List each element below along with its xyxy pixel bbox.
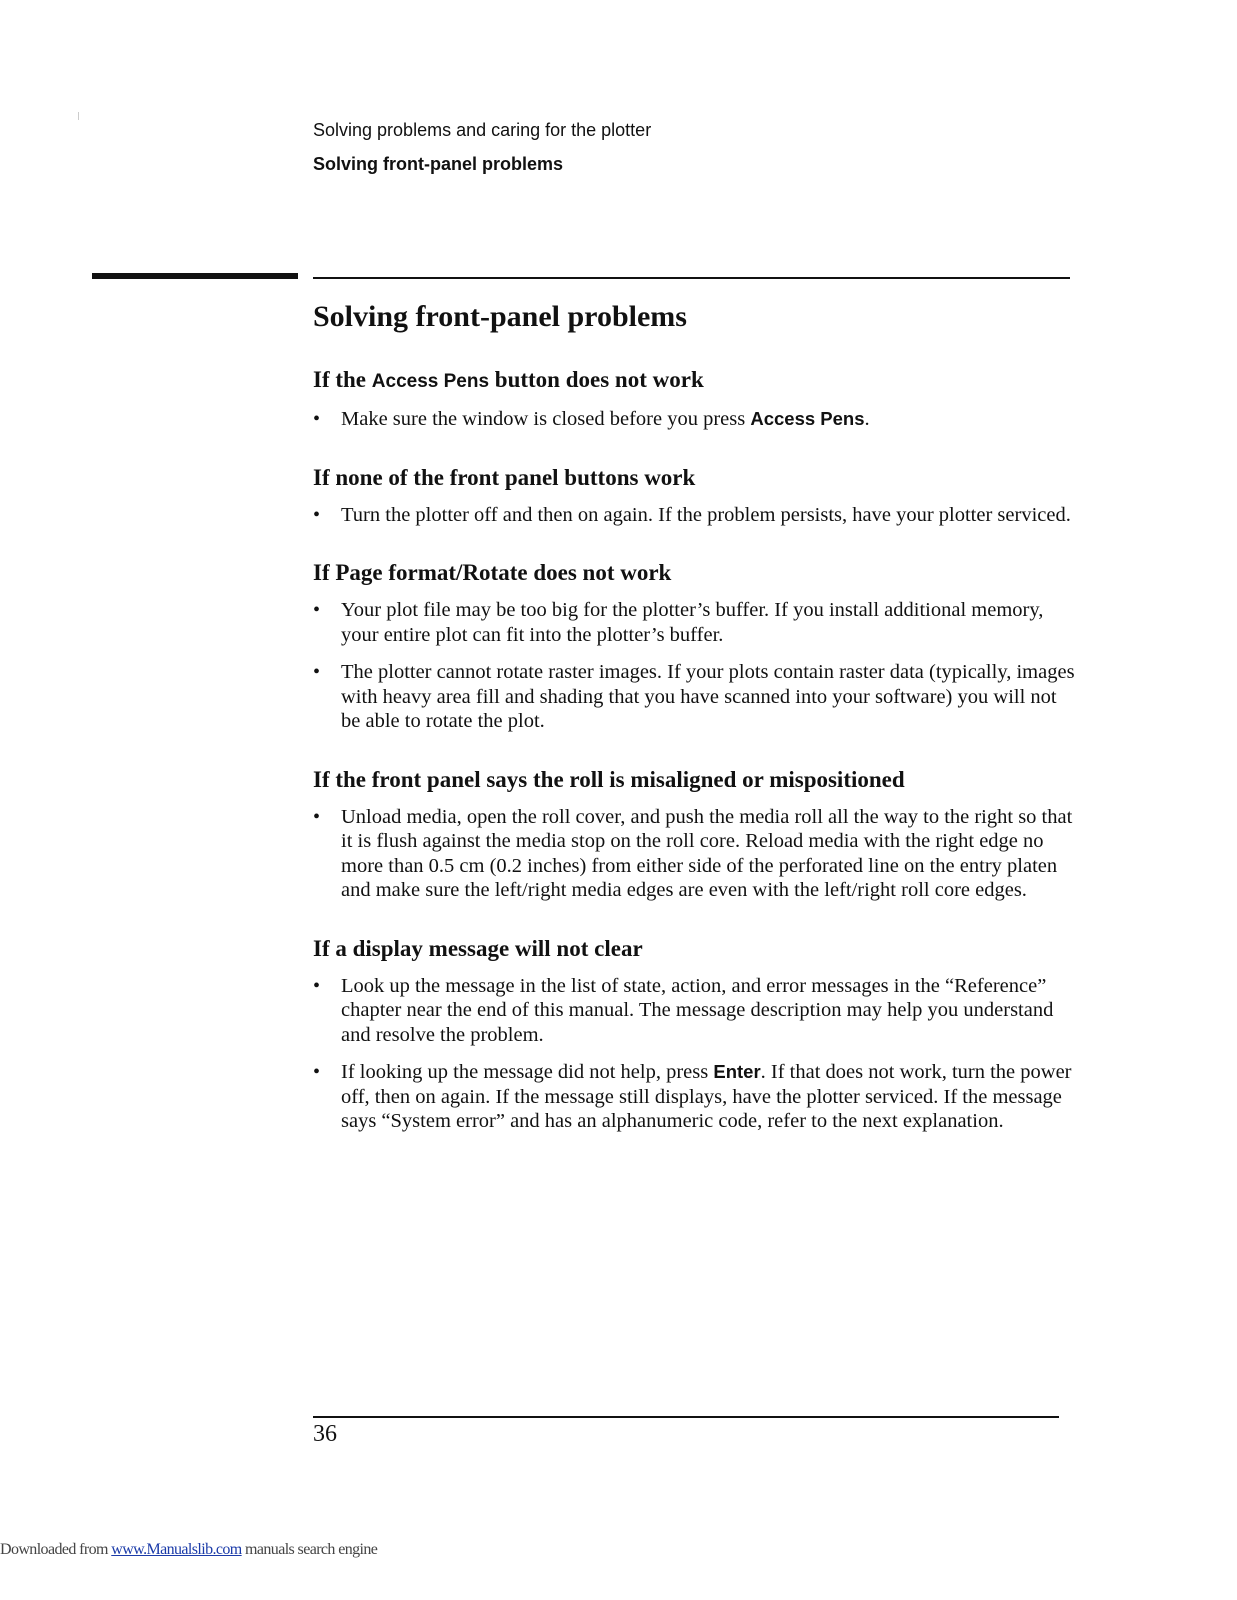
bullet-item: • Unload media, open the roll cover, and push the media roll all the way to the right so that it is flush against the media stop on the roll core. Reload media with the right edge no more than 0.5 cm (0.2 inches) from either side of the perforated line on the entry platen and make sure the left/right media edges are even with the left/right roll core edges. — [313, 805, 1078, 903]
bullet-list — [313, 503, 1078, 528]
footer-prefix: Downloaded from — [0, 1541, 112, 1558]
ui-term: Access Pens — [750, 408, 865, 429]
bullet-list — [313, 974, 1078, 1134]
download-footer — [0, 1540, 377, 1560]
heading-text: If the — [313, 367, 372, 392]
bullet-text: Make sure the window is closed before you press — [341, 408, 751, 430]
bullet-item: • Look up the message in the list of state, action, and error messages in the “Reference” chapter near the end of this manual. The message description may help you understand and resolve the problem. — [313, 974, 1078, 1048]
bullet-text: . — [864, 408, 870, 430]
bullet-item — [313, 407, 1078, 432]
running-head-section: Solving front-panel problems — [313, 154, 564, 174]
section-display-message — [313, 934, 1078, 1134]
section-rule-thick — [92, 273, 298, 279]
footer-suffix: manuals search engine — [241, 1541, 378, 1558]
bullet-list — [313, 407, 1078, 432]
section-heading — [313, 365, 1078, 397]
section-heading: If the front panel says the roll is misaligned or mispositioned — [313, 766, 905, 792]
bullet-list — [313, 805, 1078, 903]
heading-ui-term: Access Pens — [371, 371, 490, 392]
ui-term: Enter — [713, 1061, 761, 1082]
section-page-format-rotate — [313, 558, 1078, 734]
page-title: Solving front-panel problems — [313, 300, 687, 333]
bullet-item: • Turn the plotter off and then on again. If the problem persists, have your plotter serviced. — [313, 503, 1078, 528]
section-heading: If Page format/Rotate does not work — [313, 560, 672, 585]
bullet-item — [313, 1060, 1078, 1134]
scan-speck — [78, 112, 79, 120]
bullet-text: If looking up the message did not help, press — [341, 1061, 714, 1083]
bullet-list — [313, 598, 1078, 734]
bullet-item: • Your plot file may be too big for the plotter’s buffer. If you install additional memory, your entire plot can fit into the plotter’s buffer. — [313, 598, 1078, 647]
bullet-item: • The plotter cannot rotate raster images. If your plots contain raster data (typically, images with heavy area fill and shading that you have scanned into your software) you will not be able to rotate the plot. — [313, 660, 1078, 734]
manualslib-link[interactable]: www.Manualslib.com — [111, 1541, 242, 1558]
page-number: 36 — [313, 1421, 337, 1447]
section-rule-thin — [313, 277, 1070, 279]
bullet-text: . If that does not work, turn the power off, then on again. If the message still displays, have the plotter serviced. If the message says “System error” and has an alphanumeric code, refer to the next explanation. — [341, 1061, 1072, 1132]
footer-rule — [313, 1416, 1059, 1418]
section-access-pens — [313, 365, 1078, 432]
heading-text: button does not work — [489, 367, 704, 392]
section-heading: If none of the front panel buttons work — [313, 464, 696, 490]
section-front-panel-buttons — [313, 463, 1078, 528]
section-heading: If a display message will not clear — [313, 935, 643, 961]
running-head-chapter: Solving problems and caring for the plotter — [313, 120, 652, 140]
section-roll-misaligned — [313, 765, 1078, 903]
page-content — [313, 365, 1078, 1147]
